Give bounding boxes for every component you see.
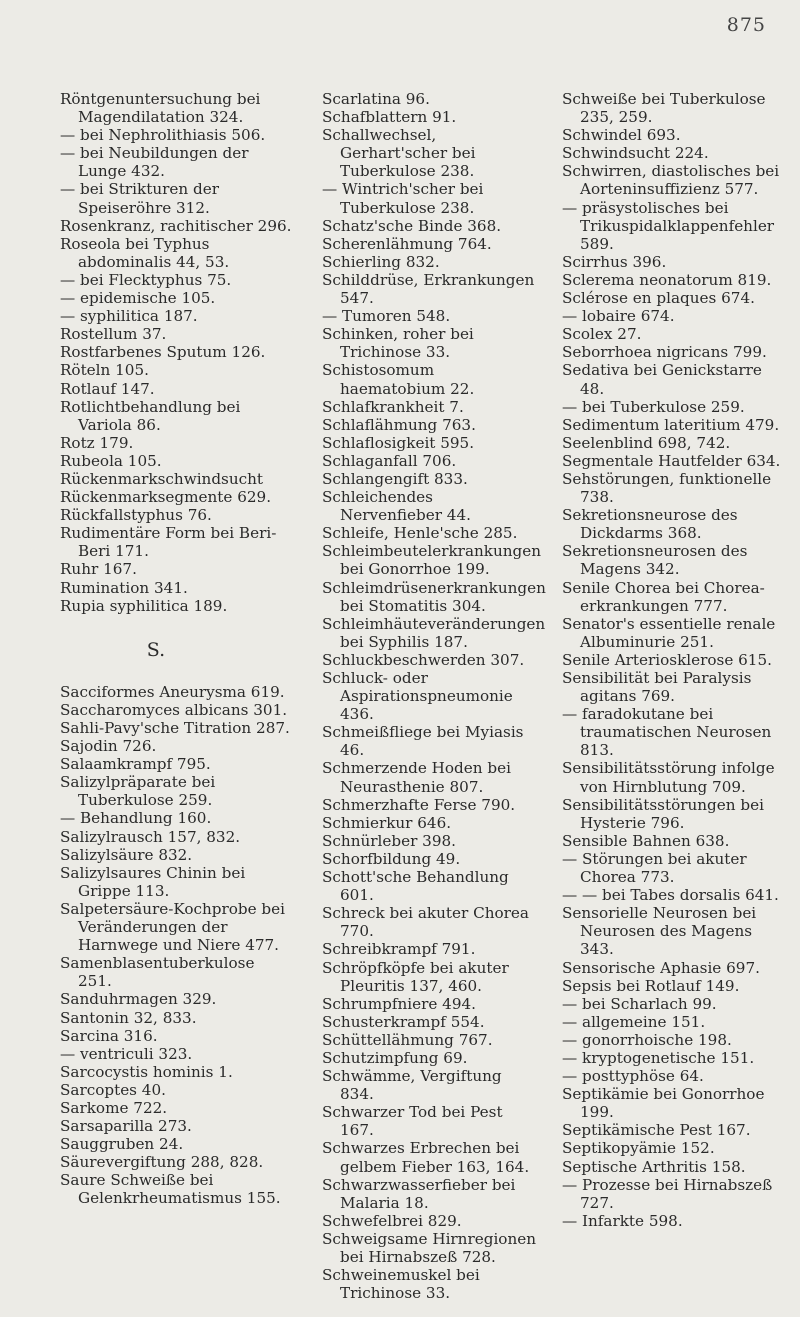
index-entry: Sarcoptes 40. — [60, 1080, 166, 1099]
index-entry: Schlangengift 833. — [322, 469, 468, 488]
index-entry: Schrumpfniere 494. — [322, 994, 476, 1013]
index-entry: Sepsis bei Rotlauf 149. — [562, 976, 740, 995]
index-entry: Schnürleber 398. — [322, 831, 456, 850]
index-entry: Schluck- oder Aspirationspneumonie 436. — [322, 669, 513, 724]
index-entry: — Prozesse bei Hirnabszeß 727. — [562, 1175, 773, 1212]
index-entry: Septische Arthritis 158. — [562, 1157, 746, 1176]
index-entry: Salizylrausch 157, 832. — [60, 827, 241, 846]
index-entry: — epidemische 105. — [60, 289, 216, 308]
index-entry: Schwarzer Tod bei Pest 167. — [322, 1103, 503, 1140]
index-entry: Schleichendes Nervenfieber 44. — [322, 488, 471, 525]
index-entry: Röntgenuntersuchung bei Magendilatation 324. — [60, 90, 261, 127]
index-entry: Säurevergiftung 288, 828. — [60, 1153, 264, 1172]
index-entry: Schlaganfall 706. — [322, 451, 457, 470]
index-entry: Sedimentum lateritium 479. — [562, 415, 780, 434]
index-entry: Sensibilität bei Paralysis agitans 769. — [562, 669, 752, 706]
index-entry: — Wintrich'scher bei Tuberkulose 238. — [322, 180, 484, 217]
index-entry: — ventriculi 323. — [60, 1044, 193, 1063]
index-entry: Segmentale Hautfelder 634. — [562, 451, 781, 470]
index-entry: Sensorische Aphasie 697. — [562, 958, 760, 977]
index-entry: Sedativa bei Genickstarre 48. — [562, 361, 762, 398]
index-entry: Schwarzwasserfieber bei Malaria 18. — [322, 1175, 516, 1212]
index-entry: Schlaflähmung 763. — [322, 415, 476, 434]
index-entry: Rotlichtbehandlung bei Variola 86. — [60, 397, 241, 434]
index-entry: Sensibilitätsstörungen bei Hysterie 796. — [562, 795, 764, 832]
index-entry: — posttyphöse 64. — [562, 1067, 704, 1086]
index-entry: Sanduhrmagen 329. — [60, 990, 217, 1009]
index-entry: Sehstörungen, funktionelle 738. — [562, 469, 772, 507]
index-entry: Schorfbildung 49. — [322, 849, 461, 868]
index-entry: Schallwechsel, Gerhart'scher bei Tuberkulose 238. — [322, 126, 476, 181]
index-entry: Rumination 341. — [60, 578, 188, 597]
index-entry: Rupia syphilitica 189. — [60, 596, 228, 615]
index-entry: — faradokutane bei traumatischen Neurosen 813. — [562, 705, 772, 760]
index-entry: Ruhr 167. — [60, 560, 137, 579]
index-entry: Schluckbeschwerden 307. — [322, 650, 525, 669]
index-entry: Seelenblind 698, 742. — [562, 433, 731, 452]
index-column-3 — [562, 90, 787, 1230]
index-entry: — — bei Tabes dorsalis 641. — [562, 886, 779, 905]
index-entry: Rückfallstyphus 76. — [60, 506, 212, 525]
index-entry: Schwirren, diastolisches bei Aorteninsuffizienz 577. — [562, 162, 780, 199]
index-entry: — Behandlung 160. — [60, 809, 212, 828]
index-entry: Sajodin 726. — [60, 737, 157, 756]
index-entry: Scherenlähmung 764. — [322, 234, 492, 253]
index-entry: — bei Neubildungen der Lunge 432. — [60, 144, 249, 181]
index-entry: Saure Schweiße bei Gelenkrheumatismus 155. — [60, 1171, 281, 1208]
index-entry: Septikämische Pest 167. — [562, 1121, 751, 1140]
index-entry: Schwindel 693. — [562, 126, 681, 145]
index-entry: Röteln 105. — [60, 361, 149, 380]
index-entry: Salaamkrampf 795. — [60, 755, 211, 774]
index-entry: Schwindsucht 224. — [562, 144, 709, 163]
index-entry: — bei Tuberkulose 259. — [562, 397, 745, 416]
index-entry: Sarkome 722. — [60, 1098, 168, 1117]
index-entry: Senile Chorea bei Chorea-erkrankungen 777. — [562, 578, 765, 615]
index-entry: Schutzimpfung 69. — [322, 1048, 468, 1067]
index-entry: — präsystolisches bei Trikuspidalklappenfehler 589. — [562, 198, 775, 253]
index-entry: — bei Strikturen der Speiseröhre 312. — [60, 180, 219, 217]
index-entry: Sarcina 316. — [60, 1026, 158, 1045]
index-entry: Schusterkrampf 554. — [322, 1012, 485, 1031]
index-entry: — allgemeine 151. — [562, 1012, 706, 1031]
index-entry: Salpetersäure-Kochprobe bei Veränderungen der Harnwege und Niere 477. — [60, 899, 285, 955]
index-entry: Roseola bei Typhus abdominalis 44, 53. — [60, 234, 230, 271]
index-entry: — Infarkte 598. — [562, 1211, 683, 1230]
index-entry: Saccharomyces albicans 301. — [60, 700, 288, 719]
index-entry: — gonorrhoische 198. — [562, 1030, 732, 1049]
index-entry: Rückenmarkschwindsucht — [60, 469, 264, 488]
index-entry: Sensorielle Neurosen bei Neurosen des Magens 343. — [562, 904, 757, 959]
index-entry: Sekretionsneurose des Dickdarms 368. — [562, 506, 738, 543]
index-entry: Schmeißfliege bei Myiasis 46. — [322, 723, 524, 760]
index-entry: — Tumoren 548. — [322, 307, 451, 326]
index-entry: Sclerema neonatorum 819. — [562, 270, 772, 289]
index-entry: Schleimhäuteveränderungen bei Syphilis 187. — [322, 614, 546, 651]
index-entry: Schatz'sche Binde 368. — [322, 216, 502, 235]
index-entry: Schleimbeutelerkrankungen bei Gonorrhoe 199. — [322, 542, 542, 579]
index-entry: Scirrhus 396. — [562, 252, 667, 271]
index-entry: — bei Nephrolithiasis 506. — [60, 126, 266, 145]
index-entry: Rostfarbenes Sputum 126. — [60, 343, 266, 362]
index-entry: Sarcocystis hominis 1. — [60, 1062, 233, 1081]
index-entry: Schistosomum haematobium 22. — [322, 361, 475, 398]
index-entry: Schilddrüse, Erkrankungen 547. — [322, 270, 535, 308]
index-entry: — lobaire 674. — [562, 307, 675, 326]
index-entry: Schleimdrüsenerkrankungen bei Stomatitis 304. — [322, 578, 546, 615]
index-entry: — bei Scharlach 99. — [562, 994, 717, 1013]
index-entry: Rostellum 37. — [60, 325, 167, 344]
index-entry: Sarsaparilla 273. — [60, 1117, 192, 1136]
index-entry: Schwefelbrei 829. — [322, 1211, 462, 1230]
index-entry: Schafblattern 91. — [322, 108, 457, 127]
index-column-2 — [322, 90, 546, 1303]
index-entry: Sensibilitätsstörung infolge von Hirnblutung 709. — [562, 759, 775, 796]
index-entry: Salizylsäure 832. — [60, 845, 193, 864]
index-entry: Schierling 832. — [322, 252, 440, 271]
index-entry: Rubeola 105. — [60, 451, 162, 470]
index-entry: Salizylsaures Chinin bei Grippe 113. — [60, 863, 246, 900]
index-entry: Sekretionsneurosen des Magens 342. — [562, 542, 748, 579]
index-entry: Schinken, roher bei Trichinose 33. — [322, 325, 474, 362]
index-entry: Rudimentäre Form bei Beri-Beri 171. — [60, 524, 277, 561]
index-entry: — kryptogenetische 151. — [562, 1048, 755, 1067]
index-entry: Sahli-Pavy'sche Titration 287. — [60, 719, 290, 737]
index-entry: Senile Arteriosklerose 615. — [562, 650, 772, 669]
index-entry: Rotz 179. — [60, 433, 134, 452]
index-entry: Schlafkrankheit 7. — [322, 397, 464, 416]
index-entry: Sauggruben 24. — [60, 1135, 184, 1154]
index-entry: Schmierkur 646. — [322, 813, 452, 832]
page-number: 875 — [726, 14, 766, 36]
index-column-1 — [60, 90, 292, 1208]
index-entry: Senator's essentielle renale Albuminurie 251. — [562, 614, 776, 651]
index-entry: Rückenmarksegmente 629. — [60, 488, 272, 507]
index-entry: Schott'sche Behandlung 601. — [322, 868, 509, 905]
index-entry: Schüttellähmung 767. — [322, 1030, 493, 1049]
index-entry: Scarlatina 96. — [322, 90, 430, 108]
index-entry: Schreibkrampf 791. — [322, 940, 476, 959]
index-entry: Rosenkranz, rachitischer 296. — [60, 216, 292, 235]
index-entry: — bei Flecktyphus 75. — [60, 270, 232, 289]
index-entry: Scolex 27. — [562, 325, 642, 344]
index-entry: Schmerzhafte Ferse 790. — [322, 795, 516, 814]
index-entry: Schröpfköpfe bei akuter Pleuritis 137, 460. — [322, 958, 509, 995]
index-entry: Samenblasentuberkulose 251. — [60, 954, 255, 991]
index-entry: Schweigsame Hirnregionen bei Hirnabszeß 728. — [322, 1229, 536, 1266]
index-entry: Septikopyämie 152. — [562, 1139, 715, 1158]
index-entry: Schweiße bei Tuberkulose 235, 259. — [562, 90, 766, 127]
index-entry: Schmerzende Hoden bei Neurasthenie 807. — [322, 759, 511, 796]
index-entry: Rotlauf 147. — [60, 379, 155, 398]
index-entry: Seborrhoea nigricans 799. — [562, 343, 767, 362]
index-entry: Schleife, Henle'sche 285. — [322, 524, 518, 543]
index-entry: Schweinemuskel bei Trichinose 33. — [322, 1266, 480, 1303]
index-entry: — syphilitica 187. — [60, 307, 198, 326]
index-entry: Septikämie bei Gonorrhoe 199. — [562, 1085, 765, 1122]
index-entry: Schlaflosigkeit 595. — [322, 433, 475, 452]
index-entry: Schwämme, Vergiftung 834. — [322, 1067, 502, 1104]
index-entry: Sclérose en plaques 674. — [562, 289, 755, 308]
index-entry: Salizylpräparate bei Tuberkulose 259. — [60, 773, 216, 810]
index-entry: Schreck bei akuter Chorea 770. — [322, 904, 529, 941]
index-entry: Sacciformes Aneurysma 619. — [60, 682, 285, 701]
index-entry: Schwarzes Erbrechen bei gelbem Fieber 163, 164. — [322, 1139, 530, 1176]
index-entry: — Störungen bei akuter Chorea 773. — [562, 849, 747, 887]
index-entry: Santonin 32, 833. — [60, 1008, 197, 1027]
index-entry: Sensible Bahnen 638. — [562, 831, 730, 850]
section-heading: S. — [146, 638, 166, 661]
